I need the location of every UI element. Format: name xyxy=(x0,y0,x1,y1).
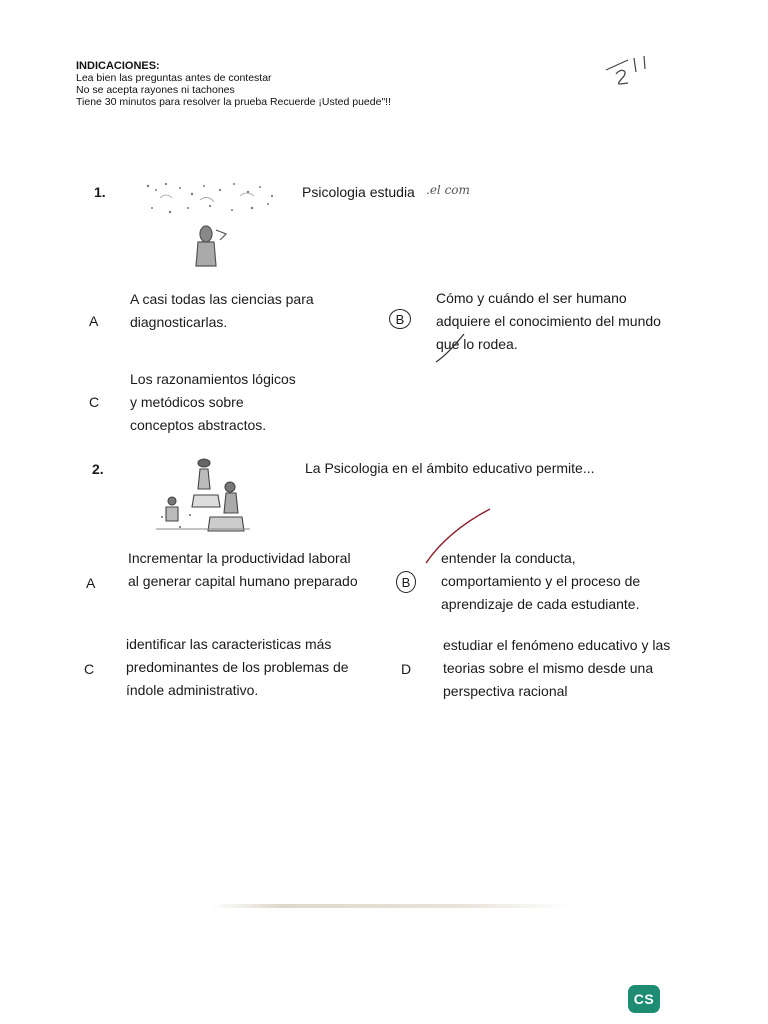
question-prompt: Psicologia estudia xyxy=(302,184,415,200)
option-letter: D xyxy=(401,661,412,677)
check-mark-icon xyxy=(424,505,494,567)
option-line: conceptos abstractos. xyxy=(130,417,267,433)
handwritten-score xyxy=(598,52,668,92)
option-letter: C xyxy=(84,661,95,677)
option-c-text[interactable] xyxy=(130,368,322,437)
option-line: teorias sobre el mismo desde una xyxy=(443,660,654,676)
option-line: aprendizaje de cada estudiante. xyxy=(441,596,640,612)
score-mark-icon xyxy=(598,52,668,92)
circled-answer-mark[interactable] xyxy=(396,571,416,593)
option-letter: B xyxy=(401,574,411,590)
instruction-line: Tiene 30 minutos para resolver la prueba Recuerde ¡Usted puede"!! xyxy=(76,96,392,108)
option-line: Cómo y cuándo el ser humano xyxy=(436,290,627,306)
question-number: 2. xyxy=(92,461,104,477)
question-prompt: La Psicologia en el ámbito educativo permite... xyxy=(305,460,595,476)
option-line: Incrementar la productividad laboral xyxy=(128,550,351,566)
option-letter: C xyxy=(89,394,100,410)
option-letter: B xyxy=(395,311,405,327)
handwritten-note: .el com xyxy=(426,183,470,197)
instruction-line: No se acepta rayones ni tachones xyxy=(76,84,235,96)
option-line: A casi todas las ciencias para xyxy=(130,291,314,307)
option-line: y metódicos sobre xyxy=(130,394,244,410)
option-c-text[interactable] xyxy=(126,633,396,702)
option-a-text[interactable] xyxy=(128,547,388,593)
badge-text: CS xyxy=(633,991,655,1007)
classroom-figures-illustration xyxy=(150,455,260,540)
instructions-block xyxy=(76,60,391,108)
question-number: 1. xyxy=(94,184,106,200)
option-line: entender la conducta, xyxy=(441,550,576,566)
option-line: que lo rodea. xyxy=(436,336,518,352)
option-letter: A xyxy=(86,575,96,591)
option-line: comportamiento y el proceso de xyxy=(441,573,641,589)
option-line: índole administrativo. xyxy=(126,682,259,698)
option-line: estudiar el fenómeno educativo y las xyxy=(443,637,671,653)
option-line: adquiere el conocimiento del mundo xyxy=(436,313,661,329)
option-line: diagnosticarlas. xyxy=(130,314,228,330)
camscanner-logo-icon xyxy=(628,985,660,1013)
option-letter: A xyxy=(89,313,99,329)
circled-answer-mark[interactable] xyxy=(389,309,411,329)
option-line: identificar las caracteristicas más xyxy=(126,636,332,652)
scan-smudge xyxy=(210,904,570,908)
option-d-text[interactable] xyxy=(443,634,733,703)
thinking-figure-illustration xyxy=(140,178,290,273)
instructions-heading: INDICACIONES: xyxy=(76,60,160,72)
option-a-text[interactable] xyxy=(130,288,360,334)
option-line: predominantes de los problemas de xyxy=(126,659,349,675)
option-b-text[interactable] xyxy=(436,287,706,356)
option-line: al generar capital humano preparado xyxy=(128,573,358,589)
option-line: Los razonamientos lógicos xyxy=(130,371,296,387)
check-mark-icon xyxy=(434,330,470,366)
instruction-line: Lea bien las preguntas antes de contestar xyxy=(76,72,272,84)
option-line: perspectiva racional xyxy=(443,683,568,699)
